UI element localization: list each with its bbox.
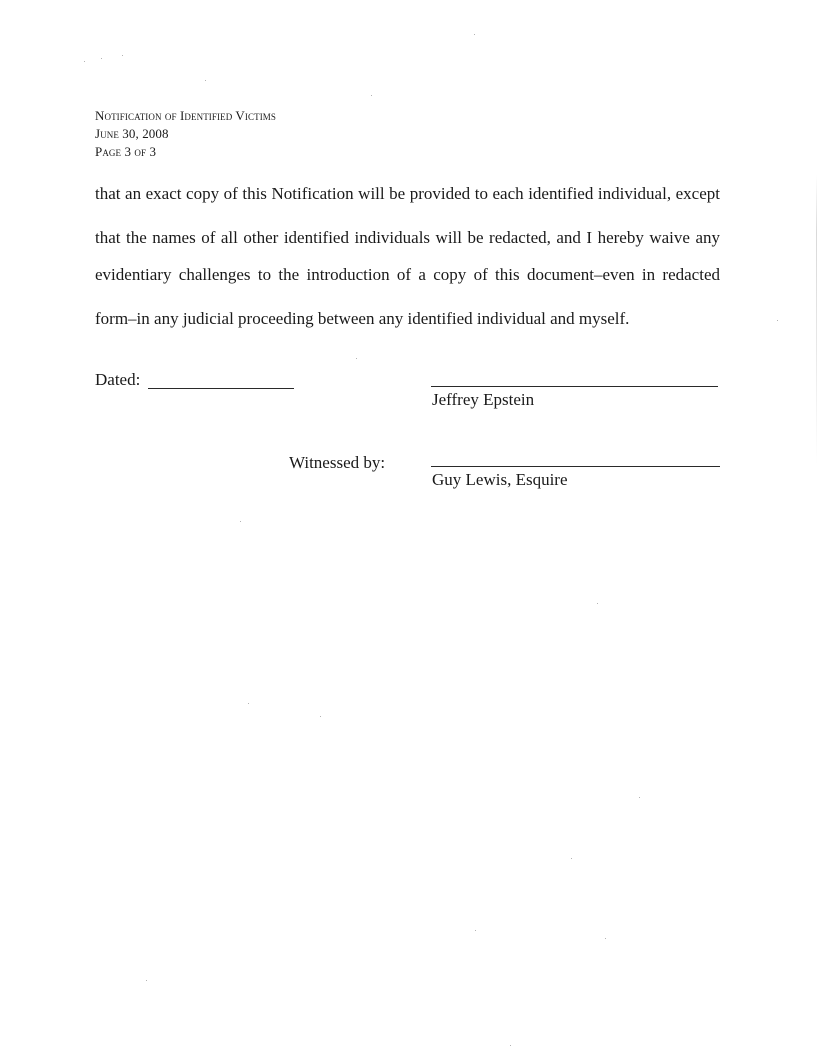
body-line-3: evidentiary challenges to the introduction of a copy of this document–even in redacted <box>95 265 720 284</box>
dated-blank-line <box>148 388 294 389</box>
witness-label: Witnessed by: <box>289 453 386 472</box>
scan-speck <box>248 703 249 704</box>
document-header <box>95 107 276 161</box>
scan-speck <box>777 320 778 321</box>
signer-name: Jeffrey Epstein <box>432 390 535 409</box>
body-line-1: that an exact copy of this Notification will be provided to each identified individual, except <box>95 184 720 203</box>
scan-speck <box>474 34 475 35</box>
scan-speck <box>510 1045 511 1046</box>
scan-speck <box>356 358 357 359</box>
body-line-4: form–in any judicial proceeding between any identified individual and myself. <box>95 309 630 328</box>
scan-speck <box>475 930 476 931</box>
scan-speck <box>371 95 372 96</box>
header-date: June 30, 2008 <box>95 126 169 141</box>
body-line-2: that the names of all other identified individuals will be redacted, and I hereby waive any <box>95 228 720 247</box>
scan-speck <box>122 55 123 56</box>
witness-name: Guy Lewis, Esquire <box>432 470 568 489</box>
header-title: Notification of Identified Victims <box>95 108 277 123</box>
scan-speck <box>205 80 206 81</box>
scan-speck <box>605 938 606 939</box>
dated-label: Dated: <box>95 370 141 389</box>
scan-speck <box>639 797 640 798</box>
scan-speck <box>240 521 241 522</box>
signer-signature-line <box>431 386 718 387</box>
scan-speck <box>84 61 85 62</box>
scan-speck <box>571 858 572 859</box>
scan-speck <box>101 58 102 59</box>
header-page-number: Page 3 of 3 <box>95 144 157 159</box>
witness-signature-line <box>431 466 720 467</box>
scan-speck <box>320 716 321 717</box>
scan-speck <box>597 603 598 604</box>
scan-speck <box>146 980 147 981</box>
